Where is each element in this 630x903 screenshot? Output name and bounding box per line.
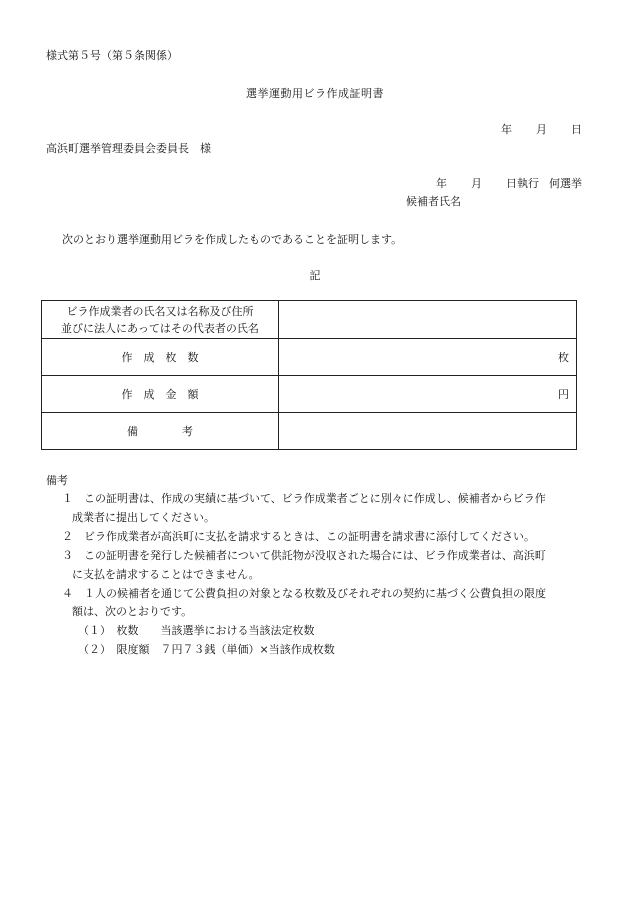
certificate-table	[41, 300, 577, 450]
printer-name-value[interactable]	[279, 301, 577, 339]
table-row	[42, 376, 577, 413]
addressee: 高浜町選挙管理委員会委員長 様	[46, 142, 211, 155]
note-1: １ この証明書は、作成の実績に基づいて、ビラ作成業者ごとに別々に作成し、候補者からビラ作	[62, 492, 546, 505]
amount-unit: 円	[558, 387, 569, 401]
certification-statement: 次のとおり選挙運動用ビラを作成したものであることを証明します。	[62, 233, 403, 246]
election-day-held: 日執行	[506, 177, 539, 190]
printer-name-label-line2: 並びに法人にあってはその代表者の氏名	[61, 321, 259, 335]
date-year: 年	[501, 123, 512, 136]
quantity-value[interactable]	[279, 339, 577, 376]
note-2: ２ ビラ作成業者が高浜町に支払を請求するときは、この証明書を請求書に添付してください。	[62, 530, 535, 543]
note-3-cont: に支払を請求することはできません。	[72, 568, 260, 581]
printer-name-label	[42, 301, 279, 339]
note-1-cont: 成業者に提出してください。	[72, 511, 215, 524]
notes-heading: 備考	[46, 474, 68, 487]
amount-label: 作 成 金 額	[42, 376, 279, 413]
note-4-cont: 額は、次のとおりです。	[72, 605, 193, 618]
election-month: 月	[471, 177, 482, 190]
remarks-label: 備 考	[42, 413, 279, 450]
table-row	[42, 301, 577, 339]
election-name: 何選挙	[549, 177, 582, 190]
form-number: 様式第５号（第５条関係）	[46, 49, 178, 62]
note-3: ３ この証明書を発行した候補者について供託物が没収された場合には、ビラ作成業者は、高浜町	[62, 549, 546, 562]
candidate-name-label: 候補者氏名	[406, 195, 461, 208]
sub-note-2: （２） 限度額 ７円７３銭（単価）×当該作成枚数	[78, 643, 335, 656]
remarks-value[interactable]	[279, 413, 577, 450]
date-day: 日	[571, 123, 582, 136]
note-4: ４ １人の候補者を通じて公費負担の対象となる枚数及びそれぞれの契約に基づく公費負担の限度	[62, 587, 546, 600]
quantity-label: 作 成 枚 数	[42, 339, 279, 376]
date-month: 月	[536, 123, 547, 136]
ki-marker: 記	[309, 269, 321, 282]
amount-value[interactable]	[279, 376, 577, 413]
issue-date	[501, 124, 582, 135]
table-row	[42, 339, 577, 376]
printer-name-label-line1: ビラ作成業者の氏名又は名称及び住所	[66, 304, 254, 318]
quantity-unit: 枚	[558, 350, 569, 364]
sub-note-1: （１） 枚数 当該選挙における当該法定枚数	[78, 624, 315, 637]
election-year: 年	[436, 177, 447, 190]
document-title: 選挙運動用ビラ作成証明書	[246, 87, 384, 100]
table-row	[42, 413, 577, 450]
election-info	[436, 178, 582, 189]
